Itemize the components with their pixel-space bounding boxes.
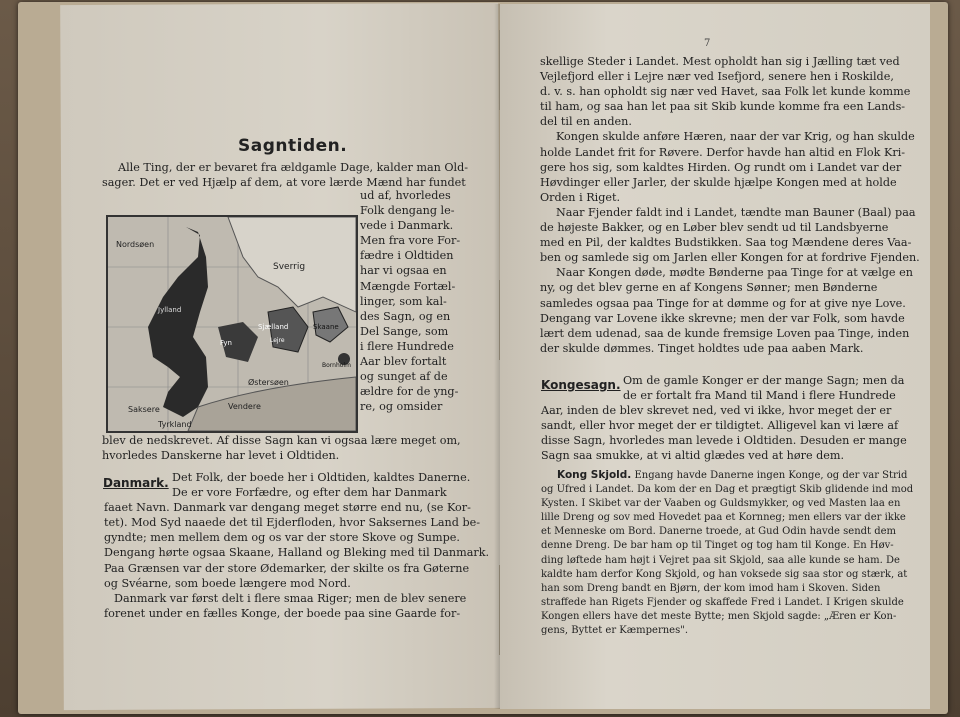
map-label-tyrkland: Tyrkland [158, 420, 192, 429]
map-label-lejre: Lejre [270, 337, 285, 344]
text-line: De er vore Forfædre, og efter dem har Danmark [172, 486, 447, 500]
text-line: Kongen skulde anføre Hæren, naar der var Krig, og han skulde [556, 130, 915, 144]
map-label-bornholm: Bornholm [322, 362, 351, 369]
text-line: straffede han Rigets Fjender og skaffede Fred i Landet. I Krigen skulde [541, 596, 904, 608]
text-line: re, og omsider [360, 400, 443, 414]
text-line: de er fortalt fra Mand til Mand i flere Hundrede [623, 389, 896, 403]
text-line: Vejlefjord eller i Lejre nær ved Isefjord, senere hen i Roskilde, [540, 70, 894, 84]
text-line: Paa Grænsen var der store Ødemarker, der skilte os fra Gøterne [104, 561, 470, 575]
text-line: faaet Navn. Danmark var dengang meget større end nu, (se Kor- [104, 501, 471, 515]
text-line: og sunget af de [360, 370, 448, 384]
text-line: han som Dreng bandt en Bjørn, der kom imod ham i Skoven. Siden [541, 582, 881, 594]
danmark-paragraph [104, 470, 489, 621]
text-line: gere hos sig, som kaldtes Hirden. Og rundt om i Landet var der [540, 160, 902, 174]
map-label-sjaelland: Sjælland [258, 323, 289, 331]
after-map-paragraph [102, 433, 461, 463]
text-line: ud af, hvorledes [360, 189, 451, 202]
text-line: Om de gamle Konger er der mange Sagn; men da [623, 374, 905, 387]
text-line: forenet under en fælles Konge, der boede paa sine Gaarde for- [104, 606, 461, 620]
text-line: del til en anden. [540, 115, 632, 129]
text-line: Del Sange, som [360, 324, 449, 338]
text-line: Sagn saa smukke, at vi altid glædes ved at høre dem. [541, 449, 845, 463]
text-line: samledes ogsaa paa Tinge for at dømme og for at give nye Love. [540, 296, 906, 310]
text-line: med en Pil, der kaldtes Budstikken. Saa tog Mændene deres Vaa- [540, 236, 912, 250]
text-line-content: Engang havde Danerne ingen Konge, og der var Strid [634, 470, 908, 481]
chapter-title: Sagntiden. [238, 136, 348, 156]
text-line: Det Folk, der boede her i Oldtiden, kaldtes Danerne. [172, 471, 471, 484]
text-line: i flere Hundrede [360, 339, 454, 353]
text-line: der skulde dømmes. Tinget holdtes ude paa aaben Mark. [540, 341, 864, 355]
text-line: gens, Byttet er Kæmpernes". [541, 625, 688, 637]
text-line [541, 468, 913, 483]
map-label-fyn: Fyn [220, 339, 232, 347]
map-illustration [108, 217, 356, 431]
text-line: tet). Mod Syd naaede det til Ejderfloden, hvor Saksernes Land be- [104, 516, 481, 530]
text-line: og Svéarne, som boede længere mod Nord. [104, 576, 351, 590]
text-line: Naar Fjender faldt ind i Landet, tændte man Bauner (Baal) paa [556, 205, 916, 219]
text-line: og Ufred i Landet. Da kom der en Dag et prægtigt Skib glidende ind mod [541, 484, 914, 496]
text-line: Alle Ting, der er bevaret fra ældgamle Dage, kalder man Old- [118, 161, 469, 174]
map-label-skaane: Skaane [313, 323, 339, 331]
map-label-sverrig: Sverrig [273, 262, 306, 272]
text-line: Men fra vore For- [360, 234, 461, 248]
text-line: fædre i Oldtiden [360, 249, 454, 263]
text-line: Kongen ellers have det meste Bytte; men Skjold sagde: „Æren er Kon- [541, 610, 897, 622]
text-line: Høvdinger eller Jarler, der skulde hjælpe Kongen med at holde [540, 175, 897, 189]
text-line: Folk dengang le- [360, 204, 455, 218]
map-label-saksere: Saksere [128, 405, 160, 414]
text-line: et Menneske om Bord. Danerne troede, at Gud Odin havde sendt dem [541, 526, 897, 538]
right-paragraphs [540, 54, 920, 356]
text-line: ben og samlede sig om Jarlen eller Kongen for at fordrive Fjenden. [540, 251, 920, 265]
map-label-nordsoen: Nordsøen [116, 240, 155, 249]
section-heading-danmark: Danmark. [103, 476, 169, 490]
intro-paragraph [102, 160, 469, 190]
section-heading-kong-skjold: Kong Skjold. [557, 469, 632, 481]
page-number: 7 [704, 38, 711, 49]
text-line: kaldte ham derfor Kong Skjold, og han voksede sig saa stor og stærk, at [541, 568, 908, 580]
text-line: sager. Det er ved Hjælp af dem, at vore lærde Mænd har fundet [102, 176, 466, 190]
map-label-ostersoen: Østersøen [248, 378, 289, 387]
text-line: holde Landet frit for Røvere. Derfor havde han altid en Flok Kri- [540, 145, 906, 159]
section-heading-kongesagn: Kongesagn. [541, 378, 621, 392]
text-line: Danmark var først delt i flere smaa Riger; men de blev senere [114, 591, 467, 605]
kong-skjold-paragraph [541, 468, 913, 638]
map-label-jylland: Jylland [158, 306, 182, 314]
text-line: ding løftede ham højt i Vejret paa sit Skjold, saa alle kunde se ham. De [541, 554, 900, 566]
text-line: har vi ogsaa en [360, 264, 447, 278]
text-line: ældre for de yng- [360, 385, 459, 399]
text-line: disse Sagn, hvorledes man levede i Oldtiden. Desuden er mange [541, 434, 907, 448]
text-line: blev de nedskrevet. Af disse Sagn kan vi ogsaa lære meget om, [102, 434, 461, 447]
text-line: vede i Danmark. [360, 219, 454, 233]
text-line: lille Dreng og sov med Hovedet paa et Kornneg; men ellers var der ikke [541, 512, 906, 524]
text-line: Orden i Riget. [540, 190, 621, 204]
map-of-old-denmark [106, 215, 358, 433]
text-line: des Sagn, og en [360, 309, 451, 323]
text-line: gyndte; men mellem dem og os var der store Skove og Sumpe. [104, 531, 460, 545]
text-line: ny, og det blev gerne en af Kongens Sønner; men Bønderne [540, 281, 878, 295]
text-line: skellige Steder i Landet. Mest opholdt han sig i Jælling tæt ved [540, 55, 900, 68]
text-line: lært dem udenad, saa de kunde fremsige Loven paa Tinge, inden [540, 326, 910, 340]
text-line: sandt, eller hvor meget der er tildigtet. Alligevel kan vi lære af [541, 419, 899, 433]
text-line: Aar blev fortalt [360, 355, 447, 369]
text-line: Mængde Fortæl- [360, 279, 456, 293]
kongesagn-paragraph [541, 373, 907, 464]
text-line: Dengang var Lovene ikke skrevne; men der var Folk, som havde [540, 311, 905, 325]
text-line: Kysten. I Skibet var der Vaaben og Guldsmykker, og ved Masten laa en [541, 498, 901, 510]
text-line: til ham, og saa han let paa sit Skib kunde komme fra een Lands- [540, 100, 906, 114]
text-line: linger, som kal- [360, 294, 447, 308]
text-line: de højeste Bakker, og en Løber blev sendt ud til Landsbyerne [540, 221, 889, 235]
text-line: hvorledes Danskerne har levet i Oldtiden. [102, 449, 340, 463]
text-line: Aar, inden de blev skrevet ned, ved vi ikke, hvor meget der er [541, 404, 892, 418]
map-label-vendere: Vendere [228, 402, 261, 411]
wrapped-paragraph [360, 188, 468, 414]
text-line: Naar Kongen døde, mødte Bønderne paa Tinge for at vælge en [556, 266, 913, 280]
text-line: denne Dreng. De bar ham op til Tinget og tog ham til Konge. En Høv- [541, 540, 894, 552]
text-line: d. v. s. han opholdt sig nær ved Havet, saa Folk let kunde komme [540, 85, 911, 99]
text-line: Dengang hørte ogsaa Skaane, Halland og Bleking med til Danmark. [104, 546, 490, 560]
